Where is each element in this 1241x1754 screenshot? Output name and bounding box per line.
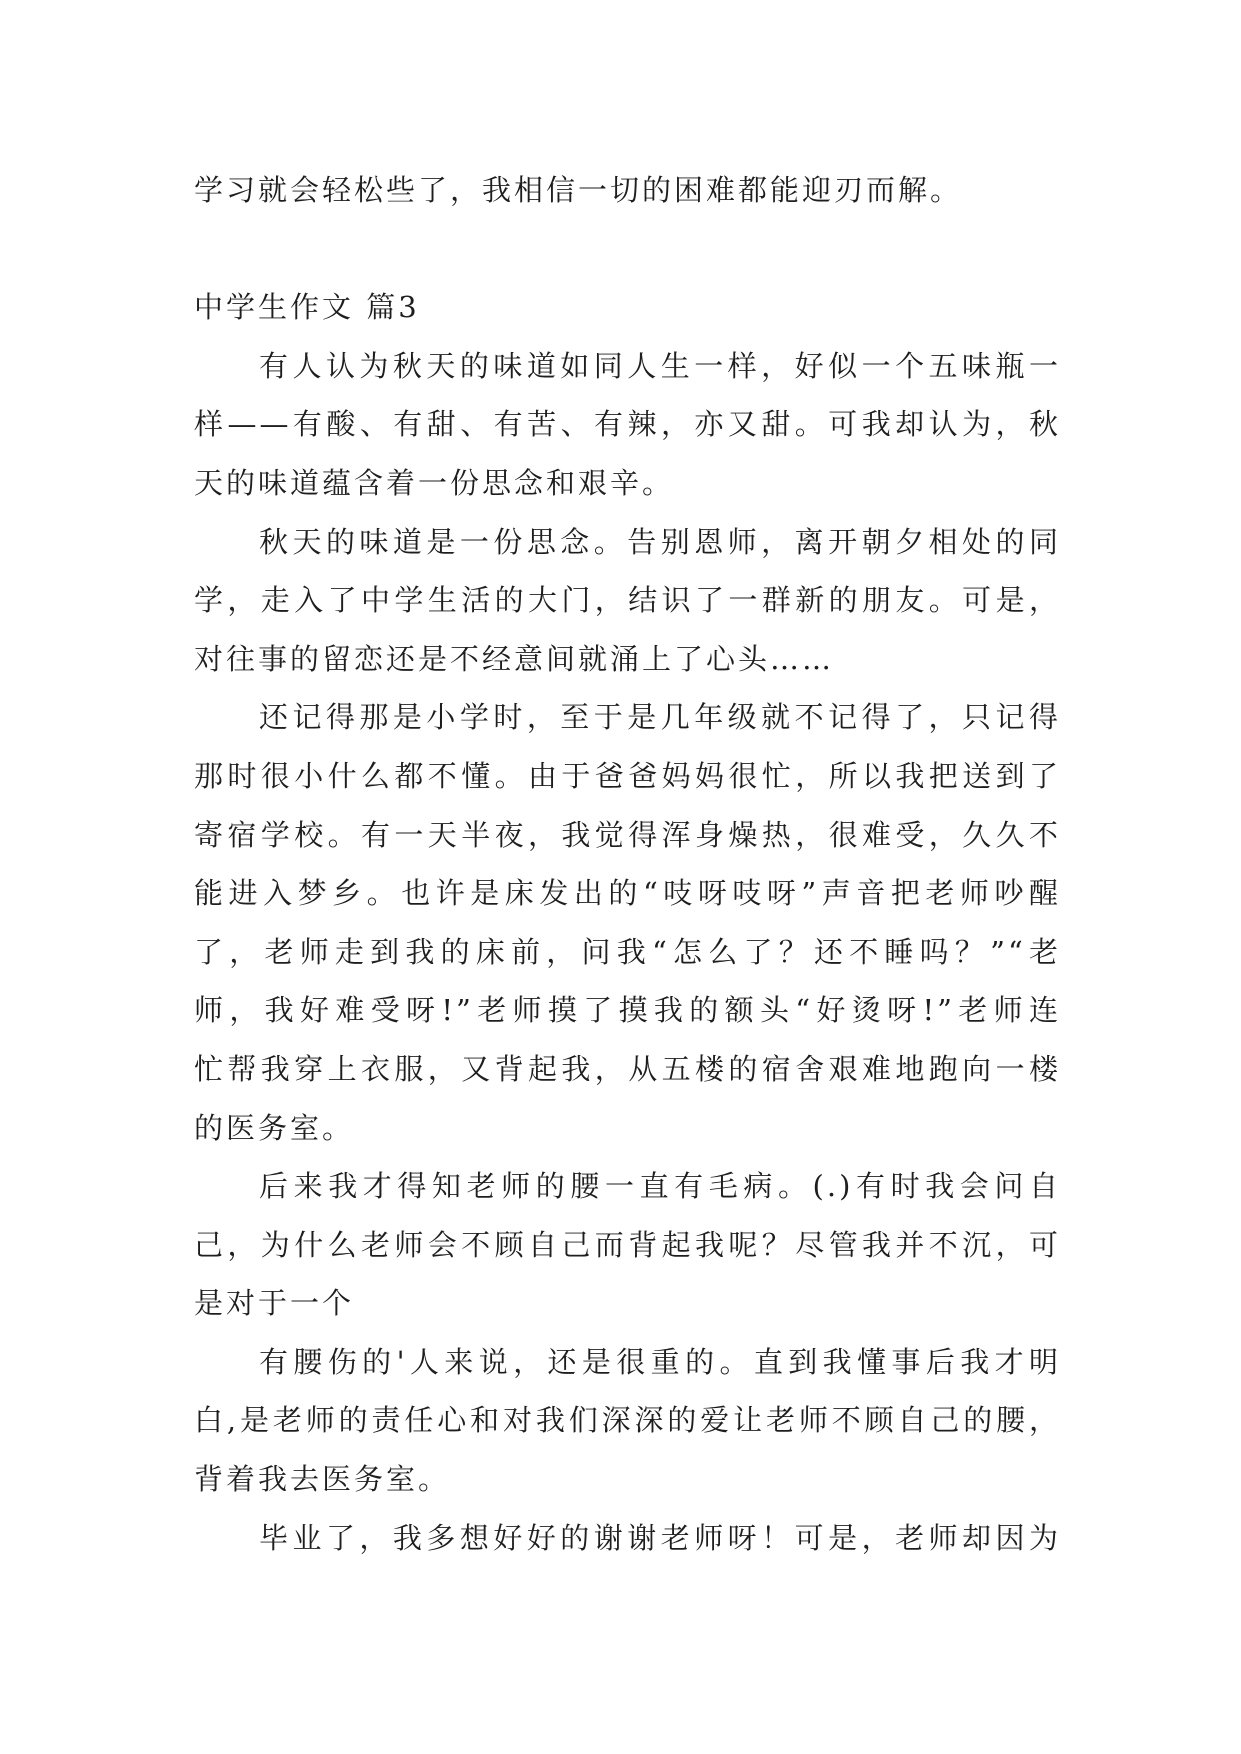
text-line: 有人认为秋天的味道如同人生一样，好似一个五味瓶一	[259, 348, 1061, 383]
text-line: 学习就会轻松些了，我相信一切的困难都能迎刃而解。	[194, 173, 963, 207]
text-line: 天的味道蕴含着一份思念和艰辛。	[194, 465, 675, 500]
text-line: 背着我去医务室。	[194, 1462, 451, 1497]
text-line: 秋天的味道是一份思念。告别恩师，离开朝夕相处的同	[259, 524, 1061, 559]
text-line: 能进入梦乡。也许是床发出的“吱呀吱呀”声音把老师吵醒	[194, 876, 1061, 911]
text-line: 己，为什么老师会不顾自己而背起我呢？尽管我并不沉，可	[194, 1227, 1061, 1262]
text-line: 的医务室。	[194, 1110, 355, 1145]
paragraph	[194, 337, 1061, 513]
document-text	[194, 161, 1061, 1567]
text-line: 学，走入了中学生活的大门，结识了一群新的朋友。可是，	[194, 583, 1061, 618]
section-title: 中学生作文 篇3	[194, 290, 420, 325]
text-line: 后来我才得知老师的腰一直有毛病。(.)有时我会问自	[259, 1169, 1061, 1204]
text-line: 毕业了，我多想好好的谢谢老师呀！可是，老师却因为	[259, 1520, 1061, 1555]
carryover-paragraph	[194, 161, 1061, 220]
paragraph	[194, 688, 1061, 1157]
essay-body	[194, 337, 1061, 1567]
paragraph-spacer	[194, 220, 1061, 279]
paragraph	[194, 513, 1061, 689]
text-line: 师，我好难受呀!”老师摸了摸我的额头“好烫呀!”老师连	[194, 993, 1061, 1028]
text-line: 有腰伤的'人来说，还是很重的。直到我懂事后我才明	[259, 1344, 1061, 1379]
text-line: 对往事的留恋还是不经意间就涌上了心头……	[194, 641, 835, 676]
text-line: 了，老师走到我的床前，问我“怎么了？还不睡吗？”“老	[194, 934, 1061, 969]
paragraph	[194, 1333, 1061, 1509]
text-line: 忙帮我穿上衣服，又背起我，从五楼的宿舍艰难地跑向一楼	[194, 1051, 1061, 1086]
text-line: 样——有酸、有甜、有苦、有辣，亦又甜。可我却认为，秋	[194, 407, 1061, 442]
text-line: 那时很小什么都不懂。由于爸爸妈妈很忙，所以我把送到了	[194, 758, 1061, 793]
text-line: 寄宿学校。有一天半夜，我觉得浑身燥热，很难受，久久不	[194, 817, 1061, 852]
text-line: 是对于一个	[194, 1286, 355, 1321]
text-line: 白,是老师的责任心和对我们深深的爱让老师不顾自己的腰，	[194, 1403, 1061, 1438]
text-line: 还记得那是小学时，至于是几年级就不记得了，只记得	[259, 700, 1061, 735]
paragraph	[194, 1157, 1061, 1333]
paragraph	[194, 1509, 1061, 1568]
paragraph	[194, 161, 1061, 220]
